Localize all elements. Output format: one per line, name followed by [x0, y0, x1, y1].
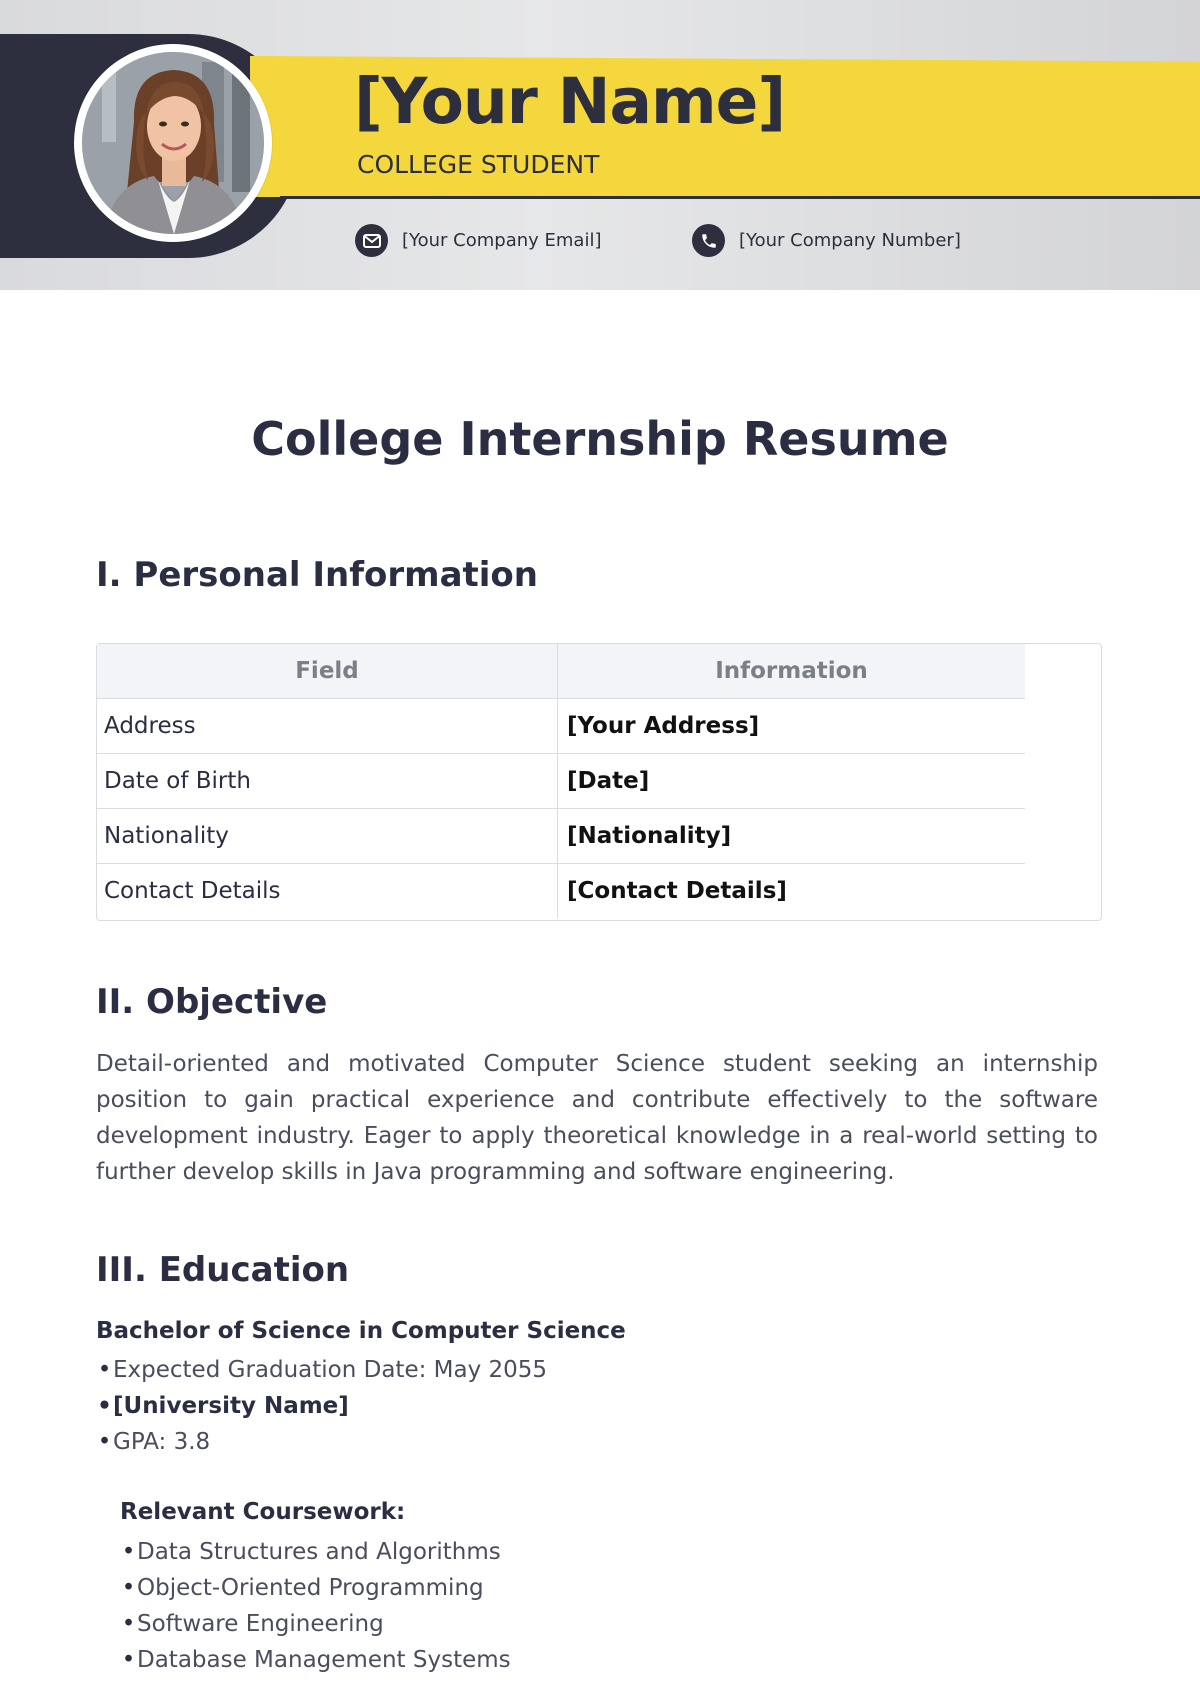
table-row — [97, 754, 1025, 809]
degree-title: Bachelor of Science in Computer Science — [96, 1318, 626, 1344]
field-cell: Nationality — [97, 809, 558, 864]
objective-heading: II. Objective — [96, 982, 328, 1022]
email-contact — [355, 224, 602, 257]
column-header-field: Field — [97, 644, 558, 699]
list-item: • Data Structures and Algorithms — [120, 1534, 511, 1570]
phone-text: [Your Company Number] — [739, 230, 961, 251]
field-cell: Address — [97, 699, 558, 754]
column-header-information: Information — [558, 644, 1026, 699]
personal-info-heading: I. Personal Information — [96, 555, 538, 595]
table-row — [97, 699, 1025, 754]
list-item: • Expected Graduation Date: May 2055 — [96, 1352, 547, 1388]
list-item: • Software Engineering — [120, 1606, 511, 1642]
band-underline — [280, 196, 1200, 199]
applicant-role: COLLEGE STUDENT — [357, 150, 600, 179]
value-cell: [Your Address] — [558, 699, 1026, 754]
table-row — [97, 864, 1025, 919]
education-details-list — [96, 1352, 547, 1460]
phone-contact — [692, 224, 961, 257]
profile-photo-illustration — [82, 52, 264, 234]
personal-info-grid — [97, 644, 1025, 918]
value-cell: [Nationality] — [558, 809, 1026, 864]
profile-photo — [82, 52, 264, 234]
objective-text: Detail-oriented and motivated Computer Science student seeking an internship position to gain practical experience and contribute effectively to the software development industry. Eager to apply theoretical knowledge in a real-world setting to further develop skills in Java programming and software engineering. — [96, 1051, 1098, 1185]
list-item: • Object-Oriented Programming — [120, 1570, 511, 1606]
header-banner — [0, 0, 1200, 290]
email-text: [Your Company Email] — [402, 230, 602, 251]
value-cell: [Contact Details] — [567, 878, 787, 904]
table-row — [97, 809, 1025, 864]
education-heading: III. Education — [96, 1250, 350, 1290]
value-cell: [Date] — [558, 754, 1026, 809]
coursework-list — [120, 1534, 511, 1678]
envelope-icon — [355, 224, 388, 257]
list-item: • Database Management Systems — [120, 1642, 511, 1678]
field-cell: Date of Birth — [97, 754, 558, 809]
list-item: • [University Name] — [96, 1388, 547, 1424]
phone-icon — [692, 224, 725, 257]
applicant-name: [Your Name] — [354, 65, 786, 138]
personal-info-table — [96, 643, 1102, 921]
document-title: College Internship Resume — [251, 412, 949, 466]
field-cell: Contact Details — [97, 864, 558, 919]
coursework-heading: Relevant Coursework: — [120, 1499, 406, 1525]
table-header-row — [97, 644, 1025, 699]
list-item: • GPA: 3.8 — [96, 1424, 547, 1460]
